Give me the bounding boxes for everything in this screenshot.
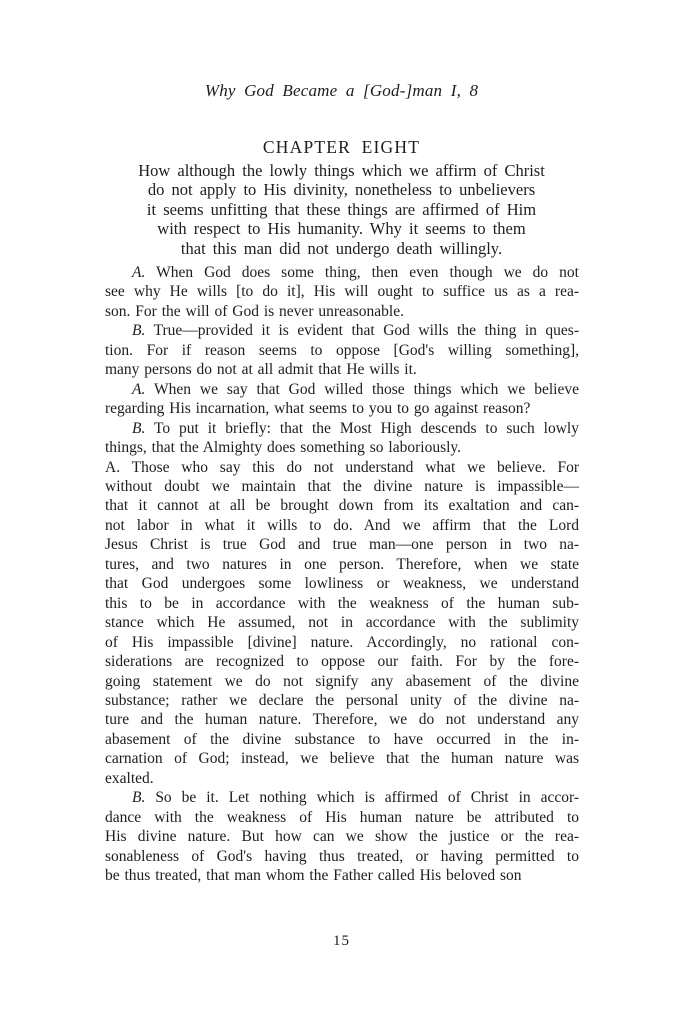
summary-line: with respect to His humanity. Why it seems to them (157, 219, 526, 239)
body-line: sonableness of God's having thus treated, or having permitted to (105, 847, 579, 865)
speaker-label: B. (132, 419, 146, 437)
chapter-summary (0, 161, 683, 258)
line-text: To put it briefly: that the Most High descends to such lowly (153, 419, 579, 437)
body-line (105, 321, 579, 340)
body-line (105, 788, 579, 807)
paragraph (105, 788, 579, 885)
paragraph (105, 458, 579, 789)
line-text: When we say that God willed those things which we believe (154, 380, 579, 398)
body-line: see why He wills [to do it], His will ought to suffice us as a rea- (105, 283, 579, 301)
body-line: His divine nature. But how can we show the justice or the rea- (105, 828, 579, 846)
body-line (105, 458, 579, 477)
body-line: siderations are recognized to oppose our faith. For by the fore- (105, 653, 579, 671)
body-line: without doubt we maintain that the divine nature is impassible— (105, 477, 579, 495)
body-line: stance which He assumed, not in accordance with the sublimity (105, 614, 579, 632)
line-text: When God does some thing, then even though we do not (156, 264, 579, 281)
body-line: this to be in accordance with the weakness of the human sub- (105, 594, 579, 612)
body-line (105, 263, 579, 282)
body-line: abasement of the divine substance to have occurred in the in- (105, 730, 579, 748)
body-line: that God undergoes some lowliness or weakness, we understand (105, 575, 579, 593)
speaker-label: A. (105, 458, 121, 476)
body-line: tures, and two natures in one person. Therefore, when we state (105, 555, 579, 573)
body-line: exalted. (105, 769, 154, 787)
body-line: tion. For if reason seems to oppose [God's willing something], (105, 341, 579, 359)
page-number: 15 (333, 933, 350, 949)
body-line (105, 380, 579, 399)
body-line: not labor in what it wills to do. And we affirm that the Lord (105, 516, 579, 534)
chapter-heading: CHAPTER EIGHT (262, 137, 421, 157)
summary-line: do not apply to His divinity, nonetheless to unbelievers (147, 180, 536, 200)
body-line: ture and the human nature. Therefore, we do not understand any (105, 711, 579, 729)
body-line: many persons do not at all admit that He wills it. (105, 361, 417, 379)
paragraph (105, 263, 579, 321)
line-text: So be it. Let nothing which is affirmed of Christ in accor- (155, 789, 579, 807)
paragraph (105, 321, 579, 379)
summary-line: it seems unfitting that these things are affirmed of Him (146, 199, 537, 219)
body-line: things, that the Almighty does something so laboriously. (105, 439, 462, 457)
body-line: regarding His incarnation, what seems to you to go against reason? (105, 400, 531, 418)
body-line: of His impassible [divine] nature. Accordingly, no rational con- (105, 633, 579, 651)
body-line: Jesus Christ is true God and true man—one person in two na- (105, 536, 579, 554)
summary-line: How although the lowly things which we affirm of Christ (138, 161, 545, 180)
summary-line: that this man did not undergo death willingly. (180, 238, 503, 258)
body-line (105, 419, 579, 438)
running-head: Why God Became a [God-]man I, 8 (204, 81, 479, 100)
speaker-label: A. (132, 380, 146, 398)
body-line: son. For the will of God is never unreasonable. (105, 302, 404, 320)
paragraph (105, 419, 579, 458)
body-line: that it cannot at all be brought down from its exaltation and can- (105, 497, 579, 515)
speaker-label: B. (132, 789, 146, 807)
body-line: going statement we do not signify any abasement of the divine (105, 672, 579, 690)
body-line: carnation of God; instead, we believe that the human nature was (105, 750, 579, 768)
line-text: True—provided it is evident that God wills the thing in ques- (153, 322, 579, 340)
body-text (105, 263, 579, 886)
body-line: be thus treated, that man whom the Father called His beloved son (105, 867, 522, 885)
speaker-label: A. (132, 264, 146, 281)
body-line: substance; rather we declare the personal unity of the divine na- (105, 691, 579, 709)
paragraph (105, 380, 579, 419)
body-line: dance with the weakness of His human nature be attributed to (105, 808, 579, 826)
speaker-label: B. (132, 322, 146, 340)
line-text: Those who say this do not understand what we believe. For (131, 458, 579, 476)
